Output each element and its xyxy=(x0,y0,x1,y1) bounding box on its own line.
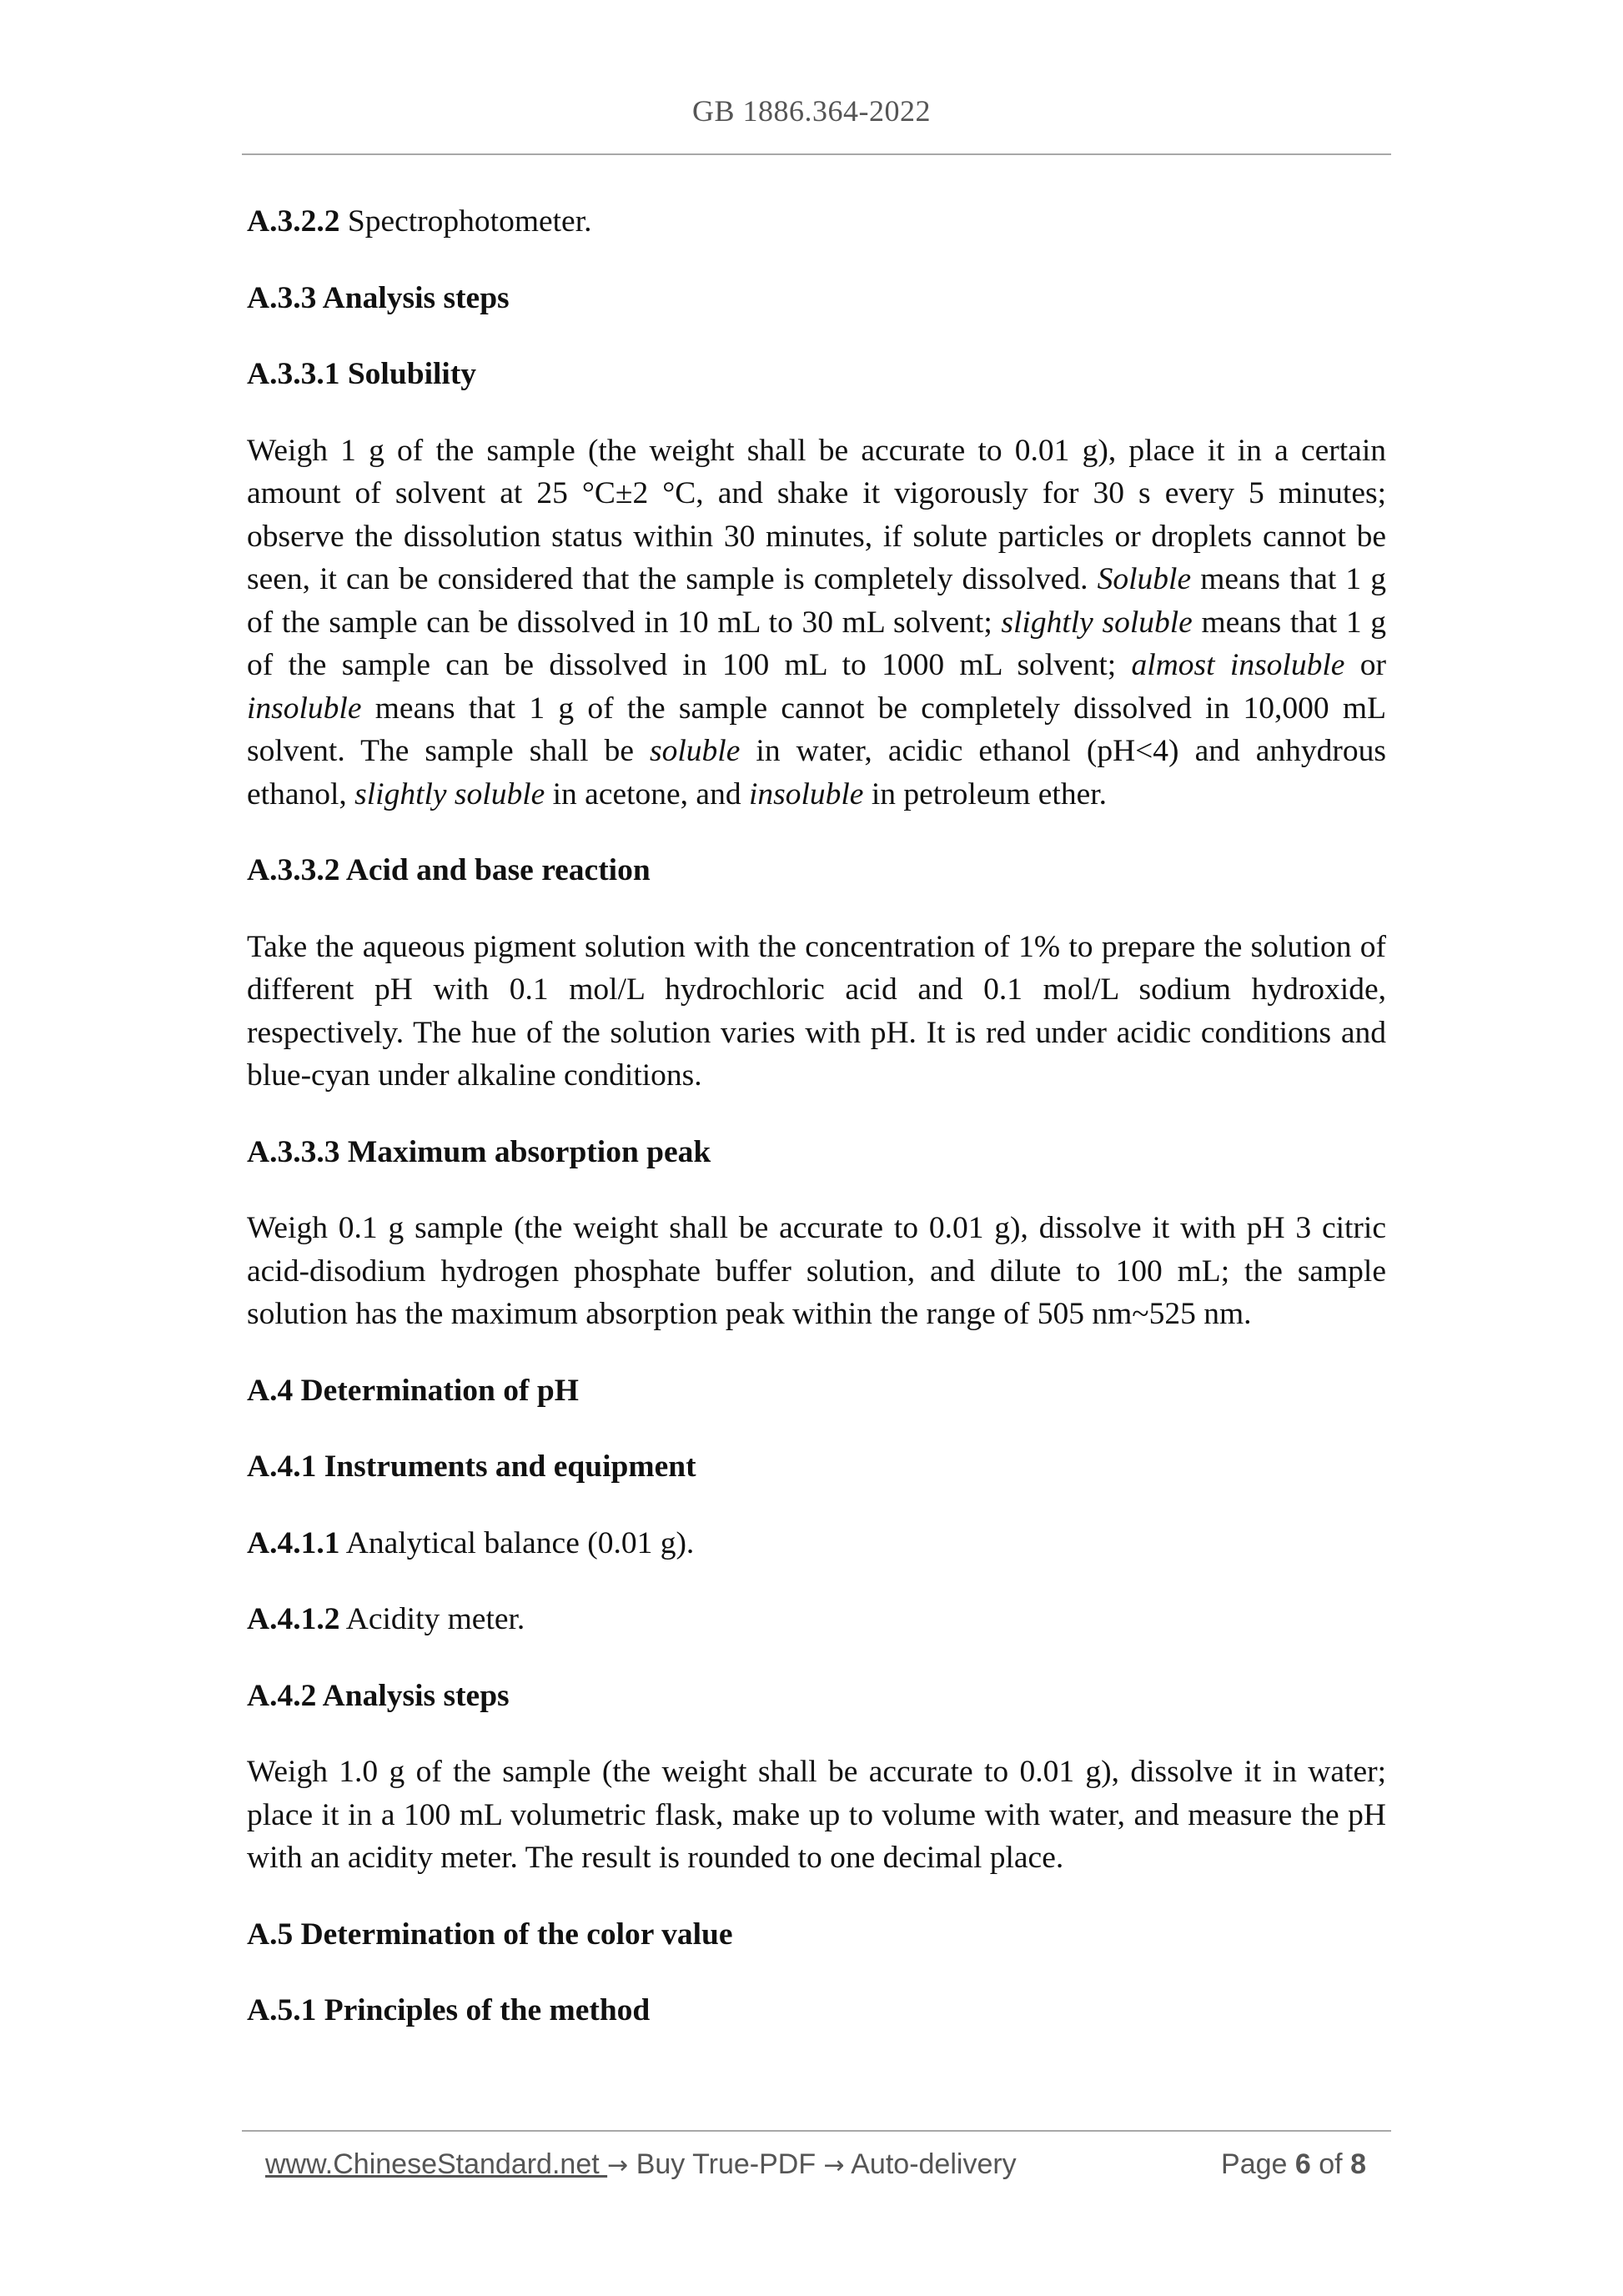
text-run: means that 1 g of the sample can be dissolved in 10 mL to 30 mL solvent; xyxy=(247,562,1386,640)
heading-text: A.5 Determination of the color value xyxy=(247,1917,733,1952)
paragraph-acid-base: Take the aqueous pigment solution with the concentration of 1% to prepare the solution of different pH with 0.1 mol/L hydrochloric acid and 0.1 mol/L sodium hydroxide, respectively. The hue of the solution varies with pH. It is red under acidic conditions and blue-cyan under alkaline conditions. xyxy=(247,929,1386,1093)
arrow-right-icon: → xyxy=(607,2151,629,2180)
auto-delivery-text: Auto-delivery xyxy=(844,2148,1017,2180)
italic-term: Soluble xyxy=(1097,562,1192,596)
text-run: in water, acidic ethanol (pH<4) and anhydrous ethanol, xyxy=(247,734,1387,811)
of-label: of xyxy=(1310,2148,1351,2180)
heading-text: A.4.1 Instruments and equipment xyxy=(247,1449,696,1484)
section-number: A.3.2.2 xyxy=(247,204,340,239)
page-number: 6 xyxy=(1294,2148,1311,2180)
heading-a3-3 xyxy=(247,277,1386,320)
page-indicator xyxy=(1221,2148,1366,2181)
page-content xyxy=(247,200,1386,2066)
section-a3-2-2 xyxy=(247,200,1386,244)
text-run: means that 1 g of the sample can be dissolved in 100 mL to 1000 mL solvent; xyxy=(247,605,1386,682)
header-divider xyxy=(242,153,1391,155)
document-header: GB 1886.364-2022 xyxy=(692,94,931,128)
heading-a3-3-1 xyxy=(247,353,1386,396)
text-run: Weigh 1 g of the sample (the weight shall be accurate to 0.01 g), place it in a certain amount of solvent at 25 °C±2 °C, and shake it vigorously for 30 s every 5 minutes; observe the dissolution status within 30 minutes, if solute particles or droplets cannot be seen, it can be considered that the sample is completely dissolved. xyxy=(247,433,1386,596)
text-run: in acetone, and xyxy=(545,776,749,811)
heading-a4 xyxy=(247,1369,1386,1413)
heading-a3-3-2 xyxy=(247,849,1386,892)
italic-term: soluble xyxy=(650,734,741,768)
italic-term: almost insoluble xyxy=(1131,648,1345,682)
heading-text: A.4 Determination of pH xyxy=(247,1373,579,1408)
text-run: means that 1 g of the sample cannot be completely dissolved in 10,000 mL solvent. The sample shall be xyxy=(247,691,1386,768)
page-footer xyxy=(265,2148,1366,2192)
footer-divider xyxy=(242,2130,1391,2132)
italic-term: insoluble xyxy=(748,776,864,811)
heading-a5 xyxy=(247,1913,1386,1957)
arrow-right-icon: → xyxy=(823,2151,845,2180)
page-label: Page xyxy=(1221,2148,1295,2180)
paragraph-ph-steps: Weigh 1.0 g of the sample (the weight shall be accurate to 0.01 g), dissolve it in water; place it in a 100 mL volumetric flask, make up to volume with water, and measure the pH with an acidity meter. The result is rounded to one decimal place. xyxy=(247,1755,1386,1875)
section-a4-1-2 xyxy=(247,1598,1386,1641)
heading-text: A.3.3.1 Solubility xyxy=(247,357,477,391)
footer-promo xyxy=(265,2148,1017,2181)
heading-text: A.3.3.2 Acid and base reaction xyxy=(247,853,651,887)
site-link[interactable]: www.ChineseStandard.net xyxy=(265,2148,608,2180)
section-text: Analytical balance (0.01 g). xyxy=(339,1525,695,1560)
section-number: A.4.1.2 xyxy=(247,1602,340,1636)
text-run: or xyxy=(1344,648,1386,682)
paragraph-solubility xyxy=(247,430,1386,816)
heading-text: A.3.3.3 Maximum absorption peak xyxy=(247,1134,711,1169)
heading-a4-2 xyxy=(247,1675,1386,1718)
text-run: in petroleum ether. xyxy=(863,776,1108,811)
italic-term: slightly soluble xyxy=(354,776,545,811)
section-number: A.4.1.1 xyxy=(247,1525,340,1560)
section-text: Acidity meter. xyxy=(339,1602,525,1636)
italic-term: slightly soluble xyxy=(1001,605,1193,640)
heading-a3-3-3 xyxy=(247,1131,1386,1174)
page-total: 8 xyxy=(1350,2148,1366,2180)
heading-a5-1 xyxy=(247,1989,1386,2032)
heading-a4-1 xyxy=(247,1445,1386,1489)
paragraph-absorption-peak: Weigh 0.1 g sample (the weight shall be accurate to 0.01 g), dissolve it with pH 3 citric acid-disodium hydrogen phosphate buffer solution, and dilute to 100 mL; the sample solution has the maximum absorption peak within the range of 505 nm~525 nm. xyxy=(247,1211,1386,1331)
heading-text: A.3.3 Analysis steps xyxy=(247,280,510,315)
italic-term: insoluble xyxy=(247,691,362,726)
section-a4-1-1 xyxy=(247,1522,1386,1565)
heading-text: A.4.2 Analysis steps xyxy=(247,1678,510,1713)
buy-text: Buy True-PDF xyxy=(628,2148,824,2180)
section-text: Spectrophotometer. xyxy=(339,204,592,239)
heading-text: A.5.1 Principles of the method xyxy=(247,1993,651,2027)
